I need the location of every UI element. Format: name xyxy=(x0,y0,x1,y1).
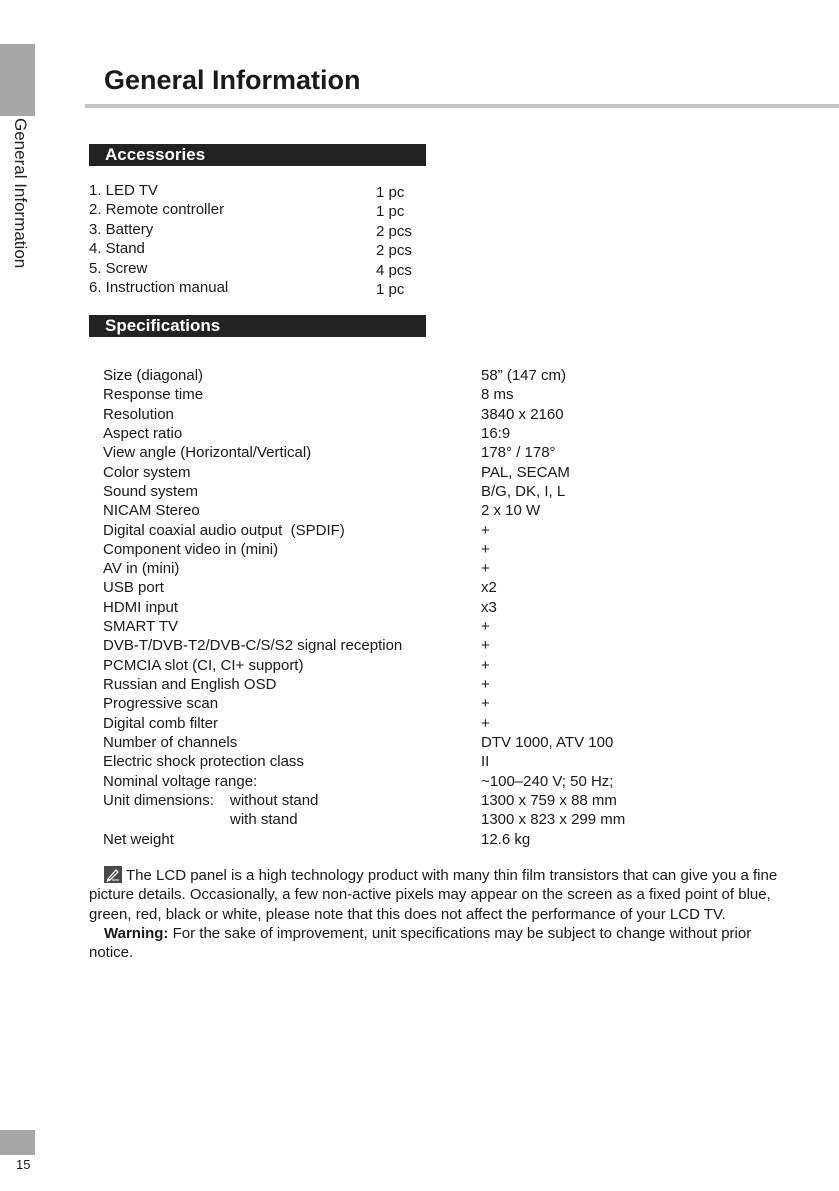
spec-label: Nominal voltage range: xyxy=(103,772,258,790)
item-name: 4. Stand xyxy=(89,240,145,258)
side-section-label: General Information xyxy=(11,118,30,269)
spec-row xyxy=(103,559,663,578)
item-name: 5. Screw xyxy=(89,259,148,277)
list-item xyxy=(89,278,429,297)
spec-label: Digital coaxial audio output (SPDIF) xyxy=(103,521,345,539)
item-qty: 1 pc xyxy=(376,184,405,201)
note-paragraph xyxy=(89,866,779,924)
spec-value: + xyxy=(481,521,490,539)
note-text: The LCD panel is a high technology product with many thin film transistors that can give you a fine picture details. Occasionally, a few non-active pixels may appear on the screen as a fixed point of blue, green, red, black or white, please note that this does not affect the performance of your LCD TV. xyxy=(89,867,778,923)
footer-tab-marker xyxy=(0,1130,35,1155)
spec-label: Component video in (mini) xyxy=(103,540,279,558)
spec-label: Sound system xyxy=(103,482,199,500)
item-qty: 2 pcs xyxy=(376,222,412,240)
spec-value: + xyxy=(481,695,490,713)
spec-value: 178° / 178° xyxy=(481,444,556,462)
spec-row xyxy=(103,366,663,385)
spec-value: + xyxy=(481,540,490,558)
spec-label: DVB-T/DVB-T2/DVB-C/S/S2 signal reception xyxy=(103,637,403,655)
list-item xyxy=(89,259,429,278)
item-name: 3. Battery xyxy=(89,220,154,238)
spec-row xyxy=(103,385,663,404)
spec-row xyxy=(103,482,663,501)
spec-value: 3840 x 2160 xyxy=(481,405,564,423)
spec-row xyxy=(103,636,663,655)
accessories-heading: Accessories xyxy=(89,144,426,166)
spec-row xyxy=(103,463,663,482)
spec-row xyxy=(103,694,663,713)
spec-value: 8 ms xyxy=(481,386,514,404)
spec-value: 12.6 kg xyxy=(481,830,531,848)
spec-label: Response time xyxy=(103,386,204,404)
spec-row xyxy=(103,772,663,791)
spec-label: Electric shock protection class xyxy=(103,753,304,771)
spec-row xyxy=(103,617,663,636)
spec-row xyxy=(103,405,663,424)
note-pencil-icon xyxy=(104,866,122,883)
spec-label: NICAM Stereo xyxy=(103,502,200,520)
spec-label: Russian and English OSD xyxy=(103,676,277,693)
spec-row xyxy=(103,810,663,829)
spec-label: PCMCIA slot (CI, CI+ support) xyxy=(103,656,304,674)
spec-row xyxy=(103,656,663,675)
warning-paragraph xyxy=(89,924,779,963)
spec-label: SMART TV xyxy=(103,618,179,636)
spec-value: + xyxy=(481,714,490,732)
page-title: General Information xyxy=(104,65,361,95)
item-name: 1. LED TV xyxy=(89,182,158,199)
spec-label: Digital comb filter xyxy=(103,714,219,732)
specifications-heading: Specifications xyxy=(89,315,426,337)
page-number: 15 xyxy=(16,1157,31,1172)
spec-label: Resolution xyxy=(103,405,174,423)
spec-label: Progressive scan xyxy=(103,695,219,713)
item-qty: 4 pcs xyxy=(376,261,412,279)
spec-row xyxy=(103,791,663,810)
title-divider xyxy=(85,104,839,108)
spec-label: Net weight xyxy=(103,830,174,848)
spec-value: DTV 1000, ATV 100 xyxy=(481,733,614,751)
spec-value: + xyxy=(481,637,490,655)
spec-label: USB port xyxy=(103,579,164,597)
spec-label: View angle (Horizontal/Vertical) xyxy=(103,444,312,462)
spec-value: 58” (147 cm) xyxy=(481,367,567,384)
spec-row xyxy=(103,521,663,540)
spec-value: x2 xyxy=(481,579,497,597)
spec-label: Size (diagonal) xyxy=(103,367,204,384)
spec-label: HDMI input xyxy=(103,598,179,616)
spec-row xyxy=(103,714,663,733)
spec-label: Number of channels xyxy=(103,733,238,751)
item-name: 6. Instruction manual xyxy=(89,278,229,296)
spec-label: AV in (mini) xyxy=(103,560,180,578)
note-block xyxy=(89,866,779,962)
spec-row xyxy=(103,752,663,771)
spec-label: Color system xyxy=(103,463,191,481)
spec-row xyxy=(103,424,663,443)
spec-value: B/G, DK, I, L xyxy=(481,482,566,500)
spec-row xyxy=(103,578,663,597)
spec-value: + xyxy=(481,676,490,693)
spec-sublabel: without stand xyxy=(230,791,319,809)
item-qty: 1 pc xyxy=(376,280,405,298)
spec-value: PAL, SECAM xyxy=(481,463,570,481)
list-item xyxy=(89,239,429,258)
accessories-list xyxy=(89,181,429,297)
list-item xyxy=(89,181,429,200)
spec-row xyxy=(103,830,663,849)
spec-value: 16:9 xyxy=(481,424,511,442)
list-item xyxy=(89,200,429,219)
spec-label: Aspect ratio xyxy=(103,424,183,442)
warning-text: For the sake of improvement, unit specifications may be subject to change without prior notice. xyxy=(89,924,752,962)
spec-row xyxy=(103,598,663,617)
side-tab-marker xyxy=(0,44,35,116)
item-qty: 2 pcs xyxy=(376,242,412,260)
spec-value: 2 x 10 W xyxy=(481,502,541,520)
spec-value: + xyxy=(481,656,490,674)
spec-value: ~100–240 V; 50 Hz; xyxy=(481,772,614,790)
spec-label: Unit dimensions: xyxy=(103,791,214,809)
spec-value: x3 xyxy=(481,598,497,616)
spec-value: + xyxy=(481,560,490,578)
spec-sublabel: with stand xyxy=(230,811,298,829)
item-qty: 1 pc xyxy=(376,203,405,221)
spec-row xyxy=(103,733,663,752)
spec-row xyxy=(103,443,663,462)
spec-value: 1300 x 759 x 88 mm xyxy=(481,791,617,809)
spec-value: + xyxy=(481,618,490,636)
specifications-list xyxy=(103,366,663,849)
spec-value: II xyxy=(481,753,490,771)
item-name: 2. Remote controller xyxy=(89,201,225,219)
spec-row xyxy=(103,540,663,559)
spec-value: 1300 x 823 x 299 mm xyxy=(481,811,626,829)
list-item xyxy=(89,220,429,239)
warning-label: Warning: xyxy=(104,924,169,942)
spec-row xyxy=(103,501,663,520)
spec-row xyxy=(103,675,663,694)
